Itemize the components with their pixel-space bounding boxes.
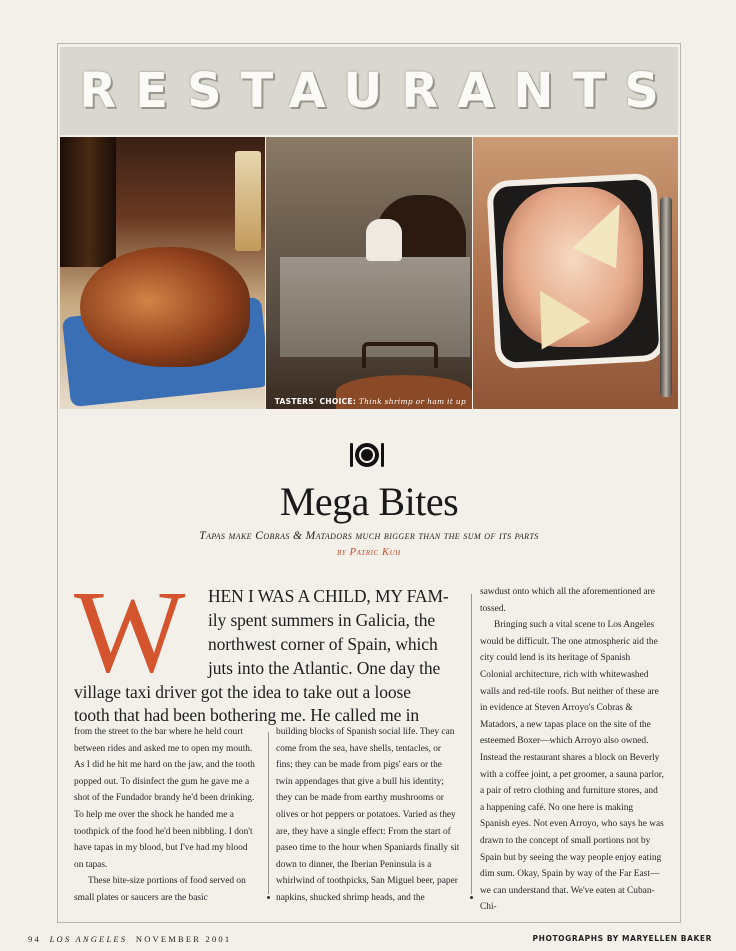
photo-strip xyxy=(60,137,678,409)
magazine-name: LOS ANGELES xyxy=(49,934,128,944)
drop-cap: W xyxy=(74,566,186,697)
caption-text: Think shrimp or ham it up xyxy=(358,397,466,406)
photo-credit: PHOTOGRAPHS BY MARYELLEN BAKER xyxy=(532,934,712,943)
plate-fork-knife-icon xyxy=(348,440,386,470)
photo-caption xyxy=(275,397,466,406)
paragraph: from the street to the bar where he held court between rides and asked me to open my mouth. As I did he hit me hard on the jaw, and the tooth popped out. To disinfect the gum he gave me a shot of the Fundador brandy he'd been drinking. To help me over the shock he handed me a toothpick of the food he'd been nibbling. I don't have tapas in my blood, but I've had my blood on tapas. xyxy=(74,727,255,870)
grilled-shrimp xyxy=(80,247,250,367)
caption-lead: TASTERS' CHOICE: xyxy=(274,397,357,406)
paragraph: Bringing such a vital scene to Los Angeles would be difficult. The one atmospheric aid the city could lend is its heritage of Spanish Colonial architecture, rich with whitewashed walls and red-tile roofs. But neither of these are in evidence at Steven Arroyo's Cobras & Matadors, a new tapas place on the site of the esteemed Boxer—which Arroyo also owned. Instead the restaurant shares a block on Beverly with a coffee joint, a pet groomer, a sauna parlor, a pair of retro clothing and furniture stores, and a happening café. No one here is making Spanish eyes. Not even Arroyo, who says he was drawn to the concept of small portions not by Spain but by seeing the way people enjoy eating dim sum. Okay, Spain by way of the Far East—we can understand that. We've eaten at Cuban-Chi- xyxy=(480,620,664,913)
lead-line: northwest corner of Spain, which xyxy=(208,634,438,654)
article-headline: Mega Bites xyxy=(279,479,459,524)
photo-shrimp-plate xyxy=(60,137,265,409)
text-column-3 xyxy=(480,584,664,916)
issue-date: NOVEMBER 2001 xyxy=(135,934,232,944)
photo-ham-plate xyxy=(473,137,678,409)
paragraph: building blocks of Spanish social life. They can come from the sea, have shells, tentacles, or fins; they can be made from pigs' ears or the twin appendages that give a bull his identity; they can be made from earthy mushrooms or olives or hot peppers or potatoes. Varied as they are, they have a single effect: From the start of paseo time to the hour when Spaniards finally sit down to dinner, the Iberian Peninsula is a whirlwind of toothpicks, San Miguel beer, paper napkins, shucked shrimp heads, and the xyxy=(276,727,460,903)
lead-line: tooth that had been bothering me. He called me in xyxy=(74,705,419,725)
column-rule xyxy=(471,594,472,894)
drink-glass xyxy=(235,151,261,251)
section-banner xyxy=(60,47,678,135)
page-folio xyxy=(28,934,231,944)
chair xyxy=(362,342,438,368)
lead-line: ily spent summers in Galicia, the xyxy=(208,610,436,630)
paragraph: sawdust onto which all the aforementioned are tossed. xyxy=(480,587,655,614)
lead-line: HEN I WAS A CHILD, MY FAM- xyxy=(208,586,449,606)
lead-line: juts into the Atlantic. One day the xyxy=(208,658,441,678)
wine-bottle xyxy=(60,137,116,267)
chef-figure xyxy=(366,219,402,261)
knife xyxy=(660,197,672,397)
page-number: 94 xyxy=(28,934,41,944)
article-deck: Tapas make Cobras & Matadors much bigger than the sum of its parts xyxy=(199,530,539,542)
column-rule-dot xyxy=(267,896,270,899)
paragraph: These bite-size portions of food served on small plates or saucers are the basic xyxy=(74,876,246,903)
text-column-2 xyxy=(276,724,460,907)
text-column-1 xyxy=(74,724,258,907)
column-rule-dot xyxy=(470,896,473,899)
lead-line: village taxi driver got the idea to take out a loose xyxy=(74,682,411,702)
photo-restaurant-kitchen xyxy=(266,137,472,409)
section-title: RESTAURANTS xyxy=(79,63,678,119)
article-byline: by Patric Kuh xyxy=(337,547,401,558)
column-rule xyxy=(268,732,269,894)
